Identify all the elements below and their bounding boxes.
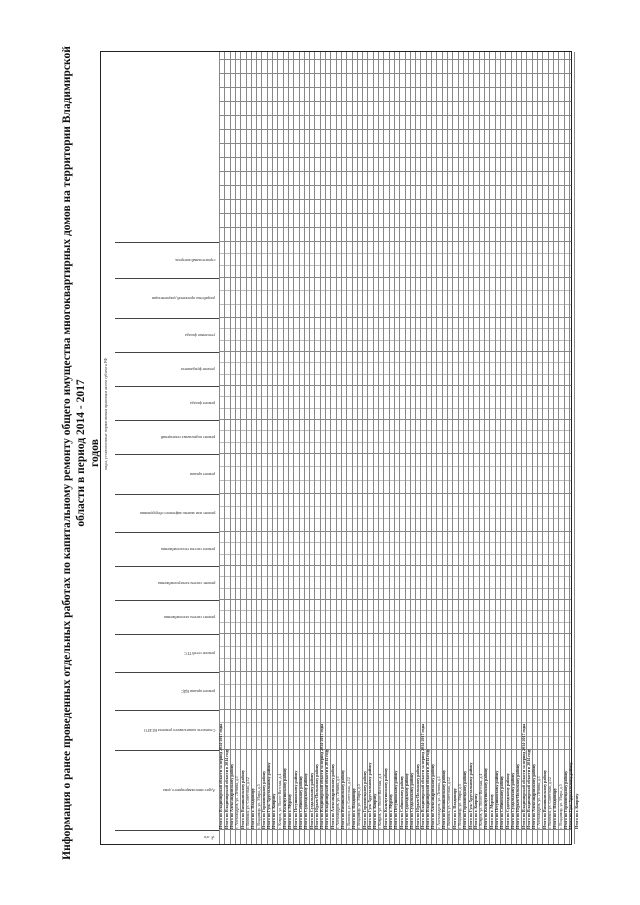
column-header-label: Адрес многоквартирного дома — [162, 787, 215, 793]
table-row — [489, 52, 490, 844]
table-row — [558, 52, 559, 844]
column-header — [115, 634, 219, 672]
table-row — [389, 52, 390, 844]
column-header-label: ремонт фундамента — [181, 366, 215, 372]
table-row — [479, 52, 480, 844]
column-header — [115, 710, 219, 750]
row-address: г. Вязники, ул. Советская, д.12 — [345, 776, 351, 829]
row-address: г. Александров, ул. Ленина, д.1 — [435, 775, 441, 829]
column-header-label: ремонт подвальных помещений — [160, 434, 215, 440]
table-grid — [101, 52, 579, 844]
column-header — [115, 454, 219, 494]
table-row — [484, 52, 485, 844]
column-header-label: ремонт систем теплоснабжения — [161, 546, 215, 552]
row-address: Итого по Суздальскому району — [509, 772, 515, 829]
column-header — [115, 278, 219, 318]
table-row — [346, 52, 347, 844]
row-address: Итого по г. Коврову — [573, 793, 579, 829]
column-header-label: утепление фасада — [184, 332, 215, 338]
table-row — [516, 52, 517, 844]
table-row — [399, 52, 400, 844]
table-row — [405, 52, 406, 844]
table-row — [277, 52, 278, 844]
group-header: виды, установленные нормативным правовым актом субъекта РФ — [103, 357, 108, 470]
column-header — [115, 672, 219, 710]
row-address: Итого по Владимирской области за период 2014-2017 годы — [319, 723, 325, 829]
row-address: г. Ковров, ул. Волго-Вятская, д.4 — [276, 773, 282, 829]
row-address: Итого по Александровскому району — [430, 763, 436, 829]
table-row — [537, 52, 538, 844]
table-row — [240, 52, 241, 844]
row-address: Итого по Собинскому району — [499, 775, 505, 829]
table-row — [436, 52, 437, 844]
column-header-label: ремонт систем газоснабжения — [163, 614, 215, 620]
row-address: Итого по Гороховецкому району — [260, 770, 266, 829]
table-row — [410, 52, 411, 844]
row-address: Итого по Владимирской области в 2014 году — [425, 748, 431, 829]
row-address: Итого по Судогодскому району — [403, 772, 409, 829]
row-address: г. Владимир, ул. Мира, д.5 — [255, 783, 261, 829]
table-row — [373, 52, 374, 844]
row-address: г. Александров, ул. Ленина, д.1 — [536, 775, 542, 829]
row-address: Итого по Александровскому району — [531, 763, 537, 829]
table-row — [511, 52, 512, 844]
row-address: г. Ковров, ул. Волго-Вятская, д.4 — [377, 773, 383, 829]
table-row — [357, 52, 358, 844]
column-header-label: строительный контроль — [174, 257, 215, 263]
row-address: Итого по Александровскому району — [229, 763, 234, 829]
row-address: Итого по Владимирской области в 2014 году — [223, 748, 229, 829]
row-address: Итого по Суздальскому району — [409, 772, 415, 829]
table-row — [505, 52, 506, 844]
table-row — [325, 52, 326, 844]
row-address: Итого по г. Коврову — [472, 793, 478, 829]
row-address: Итого по г. Владимиру — [552, 787, 558, 829]
table-row — [468, 52, 469, 844]
table-row — [574, 52, 575, 844]
column-header-label: № п/п — [203, 834, 215, 840]
row-address: Итого по Судогодскому району — [303, 772, 309, 829]
row-address: Итого по Петушинскому району — [494, 770, 499, 829]
table-row — [458, 52, 459, 844]
row-address: Итого по Гороховецкому району — [462, 770, 468, 829]
row-address: Итого по Владимирской области в 2014 году — [324, 748, 330, 829]
row-address: Итого по Вязниковскому району — [340, 769, 346, 829]
row-address: Итого по Владимирской области за период 2014-2017 годы — [419, 723, 425, 829]
row-address: Итого по Петушинскому району — [292, 770, 298, 829]
row-address: Итого по Гороховецкому району — [361, 770, 367, 829]
row-address: Итого по Владимирской области за период 2014-2017 годы — [520, 723, 526, 829]
column-header — [115, 830, 219, 844]
column-header — [115, 532, 219, 566]
column-header — [115, 494, 219, 532]
row-address: Итого по Гороховецкому району — [562, 770, 568, 829]
table-row — [251, 52, 252, 844]
row-address: Итого по г. Мурому — [287, 793, 293, 829]
column-header — [115, 600, 219, 634]
table-row — [442, 52, 443, 844]
row-address: Итого по Кольчугинскому району — [282, 767, 287, 829]
table-row — [224, 52, 225, 844]
document-title — [60, 43, 101, 863]
row-address: Итого по г. Мурому — [388, 793, 393, 829]
row-address: Итого по Петушинскому району — [393, 770, 399, 829]
table-row — [394, 52, 395, 844]
table-row — [299, 52, 300, 844]
column-header-label: ремонт крыши ВДС — [181, 688, 215, 694]
column-header — [115, 352, 219, 386]
column-header-label: ремонт или замена лифтового оборудования — [139, 510, 215, 516]
row-address: Итого по Юрьев-Польскому району — [313, 763, 319, 829]
table-row — [463, 52, 464, 844]
row-address: Итого по Собинскому району — [398, 775, 404, 829]
row-address: Итого по г. Коврову — [271, 793, 277, 829]
table-row — [548, 52, 549, 844]
table-row — [352, 52, 353, 844]
row-address: Итого по Гусь-Хрустальному району — [266, 762, 272, 829]
row-address: г. Владимир, ул. Мира, д.5 — [356, 783, 362, 829]
title-line-1: Информация о ранее проведенных отдельных работах по капитальному ремонту общего имущества многоквартирных домов на территории Владимирской области в период 2014 - 2017 — [61, 45, 87, 860]
table-row — [314, 52, 315, 844]
column-header — [115, 566, 219, 600]
row-address: Итого по г. Владимиру — [250, 787, 256, 829]
table-row — [500, 52, 501, 844]
table-row — [542, 52, 543, 844]
title-line-2: годов — [89, 438, 101, 467]
row-address: г. Александров, ул. Ленина, д.1 — [335, 775, 340, 829]
row-address: Итого по Вязниковскому району — [541, 769, 547, 829]
row-address: Итого по Суздальскому району — [308, 772, 314, 829]
row-address: Итого по Судогодскому району — [504, 772, 510, 829]
row-address: г. Вязники, ул. Советская, д.12 — [446, 776, 452, 829]
table-row — [304, 52, 305, 844]
row-address: Итого по Собинскому району — [297, 775, 303, 829]
landscape-sheet — [60, 43, 580, 863]
table-row — [246, 52, 247, 844]
table-row — [452, 52, 453, 844]
row-address: Итого по Кольчугинскому району — [483, 767, 489, 829]
row-address: г. Владимир, ул. Мира, д.5 — [557, 783, 563, 829]
table-row — [564, 52, 565, 844]
column-header — [115, 386, 219, 420]
table-row — [235, 52, 236, 844]
table-row — [267, 52, 268, 844]
table-row — [569, 52, 570, 844]
column-header — [115, 750, 219, 830]
row-address: Итого по г. Владимиру — [451, 787, 457, 829]
table-row — [378, 52, 379, 844]
row-address: Итого по Вязниковскому району — [239, 769, 245, 829]
row-address: Итого по Владимирской области за период 2014-2017 годы — [218, 723, 224, 829]
table-row — [293, 52, 294, 844]
table-header — [101, 52, 220, 844]
repair-table — [100, 51, 579, 845]
row-address: г. Александров, ул. Ленина, д.1 — [234, 775, 240, 829]
table-row — [532, 52, 533, 844]
row-address: Итого по Гусь-Хрустальному району — [467, 762, 473, 829]
table-body — [218, 52, 579, 844]
table-row — [341, 52, 342, 844]
table-row — [283, 52, 284, 844]
row-address: Итого по Владимирской области в 2014 году — [525, 748, 531, 829]
table-row — [288, 52, 289, 844]
column-header — [115, 420, 219, 454]
column-header — [115, 318, 219, 352]
table-row — [336, 52, 337, 844]
table-row — [230, 52, 231, 844]
table-row — [431, 52, 432, 844]
table-row — [473, 52, 474, 844]
table-row — [261, 52, 262, 844]
column-header-label: разработка проектной документации — [152, 295, 215, 301]
table-row — [495, 52, 496, 844]
table-row — [526, 52, 527, 844]
table-row — [362, 52, 363, 844]
row-address: Итого по Гусь-Хрустальному району — [568, 762, 574, 829]
table-row — [426, 52, 427, 844]
column-header — [115, 242, 219, 278]
table-row — [553, 52, 554, 844]
row-address: Итого по г. Коврову — [372, 793, 378, 829]
column-header-label: Стоимость капитального ремонта ВСЕГО — [143, 727, 215, 733]
row-address: г. Владимир, ул. Мира, д.5 — [456, 783, 462, 829]
row-address: Итого по Александровскому району — [329, 763, 335, 829]
column-header-label: ремонт крыши — [189, 471, 215, 477]
column-header-label: ремонт сетей ТГС — [184, 650, 215, 656]
row-address: Итого по Кольчугинскому району — [382, 767, 388, 829]
column-header-label: ремонт систем электроснабжения — [157, 580, 215, 586]
column-header-label: ремонт фасада — [190, 400, 215, 406]
table-row — [309, 52, 310, 844]
table-row — [272, 52, 273, 844]
table-row — [367, 52, 368, 844]
table-row — [447, 52, 448, 844]
row-address: Итого по г. Мурому — [488, 793, 494, 829]
table-row — [256, 52, 257, 844]
table-row — [383, 52, 384, 844]
row-address: г. Вязники, ул. Советская, д.12 — [244, 776, 250, 829]
row-address: Итого по Вязниковскому району — [441, 769, 446, 829]
row-address: Итого по Юрьев-Польскому району — [515, 763, 521, 829]
table-row — [415, 52, 416, 844]
row-address: г. Вязники, ул. Советская, д.12 — [547, 776, 552, 829]
table-row — [330, 52, 331, 844]
row-address: г. Ковров, ул. Волго-Вятская, д.4 — [478, 773, 484, 829]
row-address: Итого по Юрьев-Польскому району — [414, 763, 420, 829]
row-address: Итого по Гусь-Хрустальному району — [366, 762, 372, 829]
row-address: Итого по г. Владимиру — [350, 787, 356, 829]
